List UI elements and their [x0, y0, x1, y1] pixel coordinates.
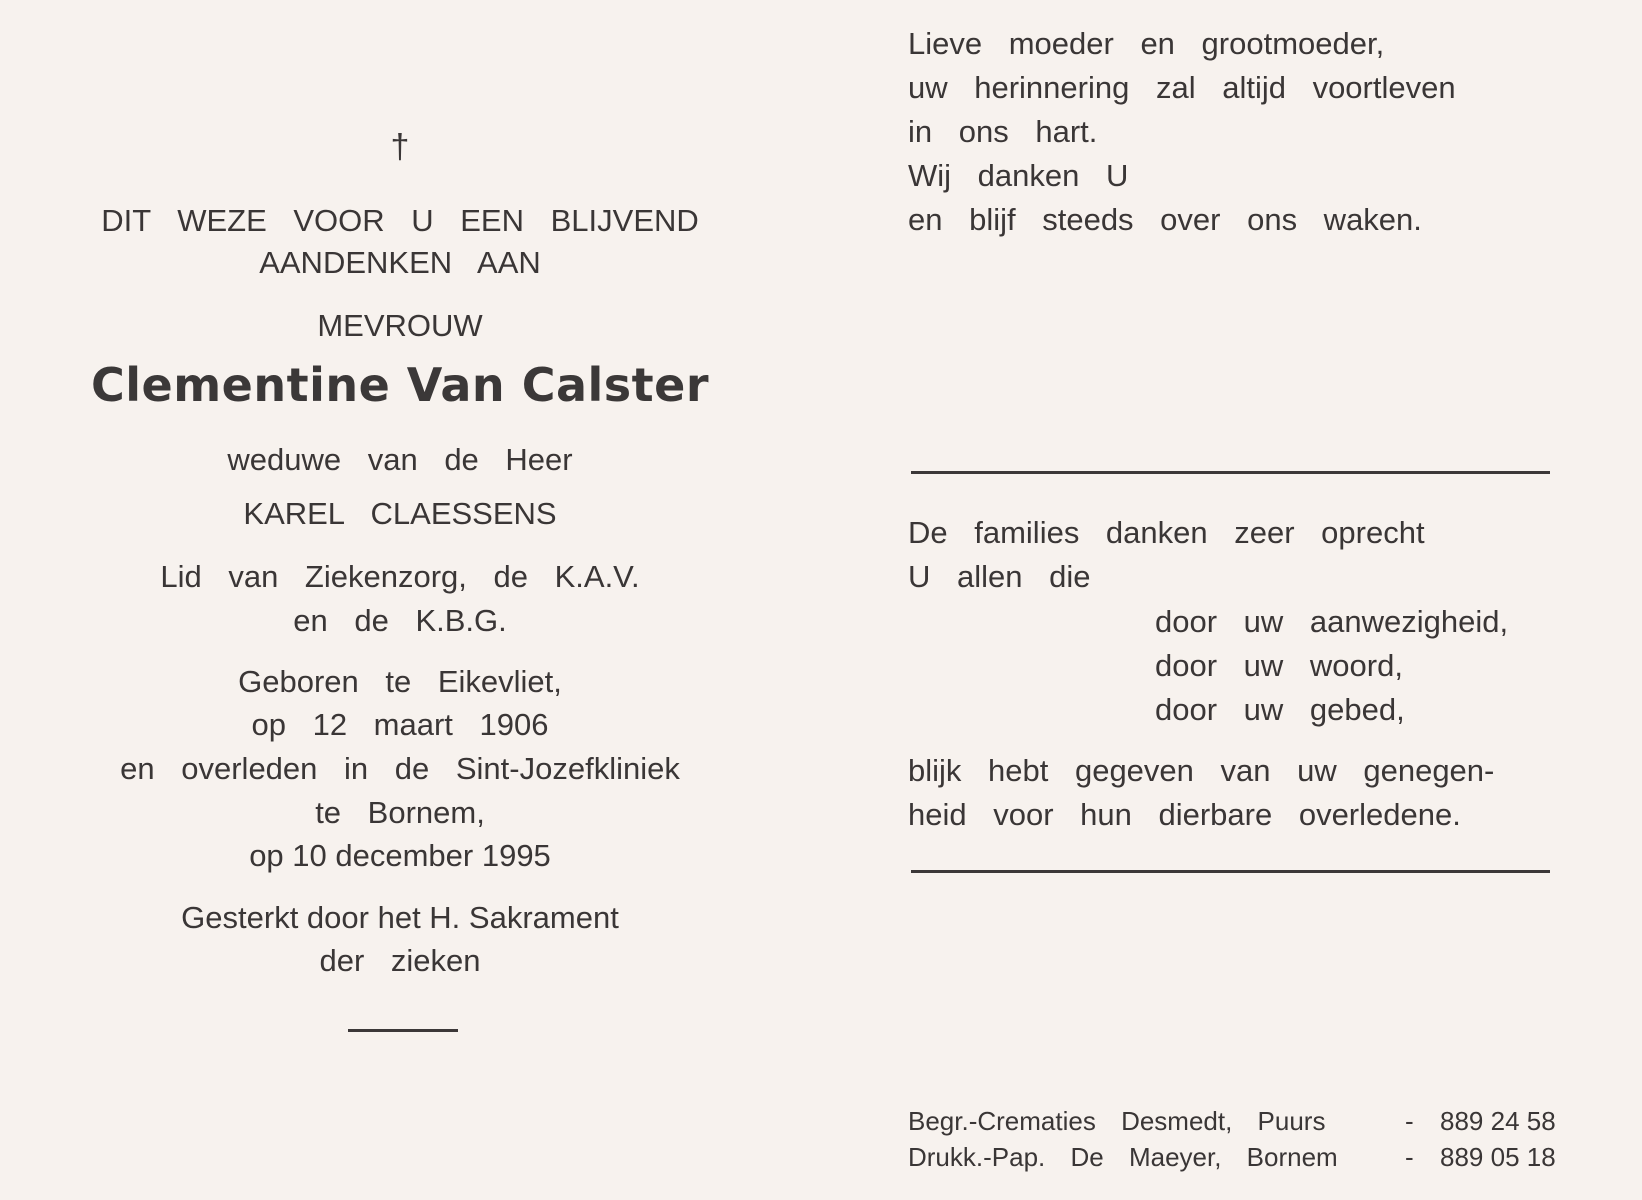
printer-separator: - — [1405, 1142, 1414, 1172]
poem-line-4: Wij danken U — [908, 158, 1129, 193]
widow-line: weduwe van de Heer — [227, 442, 573, 477]
funeral-home-credit: Begr.-Crematies Desmedt, Puurs — [908, 1106, 1326, 1136]
poem-line-2: uw herinnering zal altijd voortleven — [908, 70, 1456, 105]
death-date: op 10 december 1995 — [249, 838, 551, 873]
memorial-heading-line1: DIT WEZE VOOR U EEN BLIJVEND — [101, 203, 699, 238]
death-place-line1: en overleden in de Sint-Jozefkliniek — [120, 751, 680, 786]
title-mevrouw: MEVROUW — [317, 308, 483, 343]
death-place-line2: te Bornem, — [315, 795, 485, 830]
deceased-name: Clementine Van Calster — [90, 358, 710, 412]
right-divider-top — [911, 471, 1550, 474]
poem-line-1: Lieve moeder en grootmoeder, — [908, 26, 1385, 61]
thanks-line-3: blijk hebt gegeven van uw genegen- — [908, 753, 1495, 788]
printer-phone: 889 05 18 — [1440, 1142, 1556, 1172]
thanks-indented-2: door uw woord, — [1155, 648, 1403, 683]
thanks-indented-3: door uw gebed, — [1155, 692, 1405, 727]
poem-line-3: in ons hart. — [908, 114, 1098, 149]
thanks-line-4: heid voor hun dierbare overledene. — [908, 797, 1461, 832]
sacrament-line2: der zieken — [319, 943, 481, 978]
thanks-line-1: De families danken zeer oprecht — [908, 515, 1425, 550]
funeral-home-separator: - — [1405, 1106, 1414, 1136]
poem-line-5: en blijf steeds over ons waken. — [908, 202, 1422, 237]
memorial-heading-line2: AANDENKEN AAN — [259, 245, 541, 280]
printer-credit: Drukk.-Pap. De Maeyer, Bornem — [908, 1142, 1338, 1172]
thanks-indented-1: door uw aanwezigheid, — [1155, 604, 1509, 639]
left-divider — [348, 1029, 458, 1032]
right-divider-bottom — [911, 870, 1550, 873]
membership-line2: en de K.B.G. — [293, 603, 507, 638]
membership-line1: Lid van Ziekenzorg, de K.A.V. — [160, 559, 640, 594]
birth-date: op 12 maart 1906 — [251, 707, 549, 742]
cross-symbol: † — [390, 128, 410, 166]
birth-place: Geboren te Eikevliet, — [238, 664, 562, 699]
funeral-home-phone: 889 24 58 — [1440, 1106, 1556, 1136]
thanks-line-2: U allen die — [908, 559, 1091, 594]
sacrament-line1: Gesterkt door het H. Sakrament — [181, 900, 619, 935]
husband-name: KAREL CLAESSENS — [243, 496, 557, 531]
